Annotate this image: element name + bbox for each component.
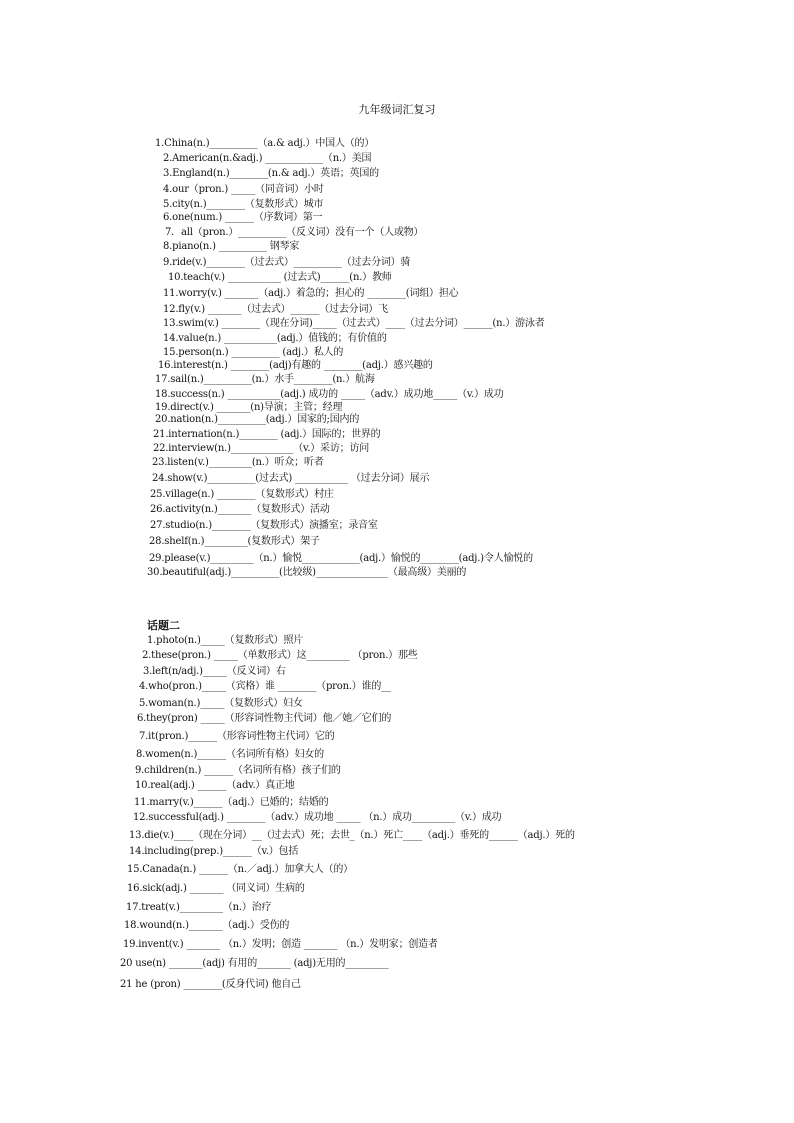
vocab-item: 6.one(num.) ______（序数词）第一 bbox=[163, 212, 323, 223]
vocab-item: 5.city(n.)________（复数形式）城市 bbox=[163, 199, 324, 210]
vocab-item: 1.photo(n.)_____（复数形式）照片 bbox=[147, 635, 304, 646]
vocab-item: 10.real(adj.) ______（adv.）真正地 bbox=[135, 780, 295, 791]
vocab-item: 4.our（pron.) _____（同音词）小时 bbox=[163, 184, 324, 195]
vocab-item: 2.these(pron.) _____（单数形式）这_________ （pron.）那些 bbox=[142, 650, 418, 661]
vocab-item: 15.Canada(n.) ______（n.／adj.）加拿大人（的） bbox=[127, 864, 353, 875]
vocab-item: 5.woman(n.)_____（复数形式）妇女 bbox=[139, 698, 303, 709]
vocab-item: 7．all（pron.）__________（反义词）没有一个（人或物） bbox=[165, 227, 424, 238]
vocab-item: 7.it(pron.)______（形容词性物主代词）它的 bbox=[139, 731, 335, 742]
vocab-item: 13.die(v.)____（现在分词）__（过去式）死；去世_（n.）死亡____（adj.）垂死的______（adj.）死的 bbox=[129, 830, 575, 841]
vocab-item: 18.wound(n.)_______（adj.）受伤的 bbox=[124, 920, 290, 931]
vocab-item: 9.ride(v.)________（过去式）__________（过去分词）骑 bbox=[163, 257, 411, 268]
vocab-item: 12.successful(adj.) ________（adv.）成功地 _____ （n.）成功_________（v.）成功 bbox=[133, 812, 502, 823]
vocab-item: 11.marry(v.)______（adj.）已婚的；结婚的 bbox=[134, 797, 329, 808]
vocab-item: 14.value(n.) ___________(adj.）值钱的；有价值的 bbox=[163, 333, 387, 344]
vocab-item: 25.village(n.) ________（复数形式）村庄 bbox=[150, 489, 334, 500]
vocab-item: 18.success(n.) ___________(adj.) 成功的 _____（adv.）成功地_____（v.）成功 bbox=[155, 389, 504, 400]
vocab-item: 28.shelf(n.)_________(复数形式）架子 bbox=[149, 536, 320, 547]
vocab-item: 14.including(prep.)______（v.）包括 bbox=[129, 846, 299, 857]
vocab-item: 8.piano(n.) __________ 钢琴家 bbox=[163, 241, 300, 252]
vocab-item: 26.activity(n.)_______（复数形式）活动 bbox=[150, 504, 330, 515]
vocab-item: 10.teach(v.) ___________ (过去式)______(n.）教师 bbox=[168, 272, 392, 283]
vocab-item: 23.listen(v.)_________(n.）听众；听者 bbox=[152, 457, 324, 468]
vocab-item: 1.China(n.)__________（a.& adj.）中国人（的） bbox=[155, 138, 375, 149]
vocab-item: 2.American(n.&adj.) ____________（n.）美国 bbox=[163, 153, 372, 164]
vocab-item: 6.they(pron) _____（形容词性物主代词）他／她／它们的 bbox=[137, 713, 392, 724]
vocab-item: 30.beautiful(adj.)__________(比较级)_______________（最高级）美丽的 bbox=[147, 567, 467, 578]
vocab-item: 29.please(v.)_________（n.）愉悦____________(adj.）愉悦的________(adj.)令人愉悦的 bbox=[149, 553, 533, 564]
vocab-item: 4.who(pron.)_____（宾格）谁 ________（pron.）谁的__ bbox=[139, 681, 391, 692]
vocab-item: 27.studio(n.)________（复数形式）演播室；录音室 bbox=[150, 520, 378, 531]
vocab-item: 22.interview(n.)_____________（v.）采访；访问 bbox=[153, 443, 370, 454]
vocab-item: 19.invent(v.) _______ （n.）发明；创造 _______ （n.）发明家；创造者 bbox=[123, 939, 438, 950]
vocab-item: 11.worry(v.) _______（adj.）着急的；担心的 ________(词组）担心 bbox=[163, 288, 459, 299]
vocab-item: 24.show(v.)__________(过去式) ___________ （过去分词）展示 bbox=[152, 473, 430, 484]
vocab-item: 8.women(n.)______（名词所有格）妇女的 bbox=[136, 749, 324, 760]
page-title: 九年级词汇复习 bbox=[358, 103, 436, 116]
vocab-item: 17.sail(n.)__________(n.）水手________(n.）航海 bbox=[155, 374, 375, 385]
vocab-item: 13.swim(v.) ________（现在分词)_____（过去式）____（过去分词）______(n.）游泳者 bbox=[163, 318, 545, 329]
vocab-item: 20.nation(n.)__________(adj.）国家的;国内的 bbox=[155, 414, 360, 425]
vocab-item: 16.sick(adj.) _______ （同义词）生病的 bbox=[127, 883, 305, 894]
vocab-item: 21.internation(n.)________ (adj.）国际的；世界的 bbox=[153, 429, 381, 440]
vocab-item: 19.direct(v.) _______(n)导演；主管；经理 bbox=[155, 402, 343, 413]
vocab-item: 3.England(n.)________(n.& adj.）英语；英国的 bbox=[163, 168, 379, 179]
vocab-item: 3.left(n/adj.)_____（反义词）右 bbox=[143, 666, 286, 677]
vocab-item: 15.person(n.) __________ (adj.）私人的 bbox=[163, 347, 344, 358]
vocab-item: 21 he (pron) ________(反身代词) 他自己 bbox=[120, 979, 301, 990]
vocab-item: 16.interest(n.) ________(adj)有趣的 ________(adj.）感兴趣的 bbox=[158, 360, 433, 371]
section-heading: 话题二 bbox=[147, 619, 180, 632]
vocab-item: 9.children(n.) ______（名词所有格）孩子们的 bbox=[135, 765, 341, 776]
vocab-item: 20 use(n) _______(adj) 有用的_______ (adj)无用的_________ bbox=[120, 958, 389, 969]
vocab-item: 12.fly(v.) _______（过去式）______（过去分词）飞 bbox=[163, 304, 388, 315]
vocab-item: 17.treat(v.)_________（n.）治疗 bbox=[126, 902, 272, 913]
